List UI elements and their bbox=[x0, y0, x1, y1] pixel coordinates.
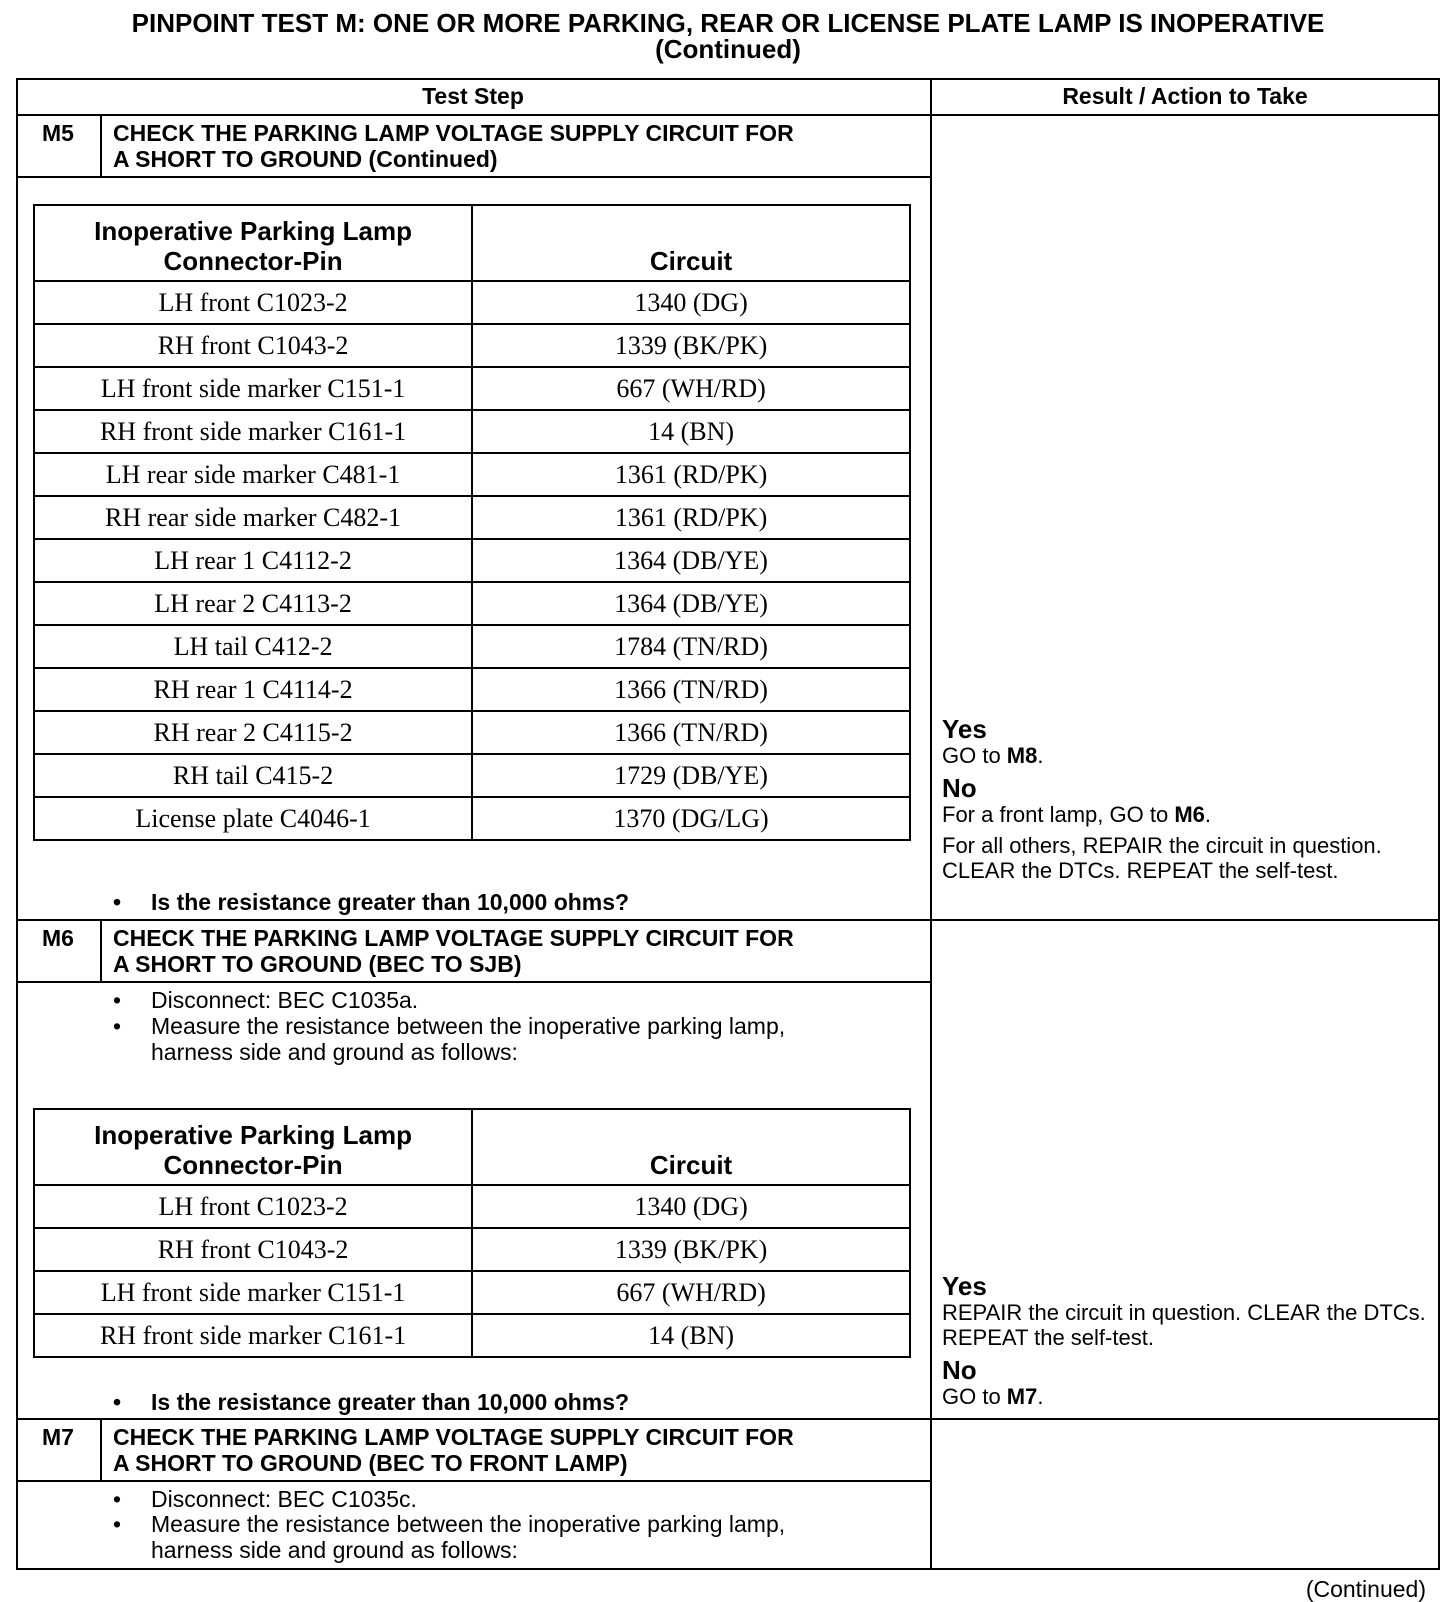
step-id-divider bbox=[100, 919, 102, 981]
connector-pin-cell: RH front side marker C161-1 bbox=[34, 1314, 472, 1357]
connector-pin-cell: LH front side marker C151-1 bbox=[34, 1271, 472, 1314]
step-title-divider bbox=[16, 981, 930, 983]
result-m6-yes-text: REPAIR the circuit in question. CLEAR the DTCs. REPEAT the self-test. bbox=[942, 1300, 1426, 1350]
circuit-cell: 14 (BN) bbox=[472, 1314, 910, 1357]
column-header-test-step: Test Step bbox=[422, 83, 524, 109]
step-id-m7: M7 bbox=[42, 1424, 74, 1450]
result-m5-no-text1: For a front lamp, GO to M6. bbox=[942, 802, 1211, 827]
circuit-cell: 1366 (TN/RD) bbox=[472, 668, 910, 711]
circuit-cell: 1339 (BK/PK) bbox=[472, 1228, 910, 1271]
step-title-m5-line1: CHECK THE PARKING LAMP VOLTAGE SUPPLY CIRCUIT FOR bbox=[113, 120, 794, 146]
table-row bbox=[34, 410, 910, 453]
circuit-cell: 1340 (DG) bbox=[472, 1185, 910, 1228]
step-title-m6 bbox=[113, 925, 923, 977]
page-footer-continued: (Continued) bbox=[1305, 1576, 1426, 1602]
result-m5-yes-label: Yes bbox=[942, 714, 987, 744]
table-row bbox=[34, 625, 910, 668]
instruction-m6-2-text: Measure the resistance between the inoperative parking lamp, harness side and ground as follows: bbox=[151, 1013, 786, 1065]
connector-pin-cell: LH rear 1 C4112-2 bbox=[34, 539, 472, 582]
circuit-cell: 1370 (DG/LG) bbox=[472, 797, 910, 840]
table-row bbox=[34, 668, 910, 711]
result-m6-yes-label: Yes bbox=[942, 1271, 987, 1301]
connector-pin-cell: RH tail C415-2 bbox=[34, 754, 472, 797]
step-id-divider bbox=[100, 1418, 102, 1480]
connector-pin-cell: LH front side marker C151-1 bbox=[34, 367, 472, 410]
circuit-cell: 1340 (DG) bbox=[472, 281, 910, 324]
result-m5-no-text2: For all others, REPAIR the circuit in question. CLEAR the DTCs. REPEAT the self-test. bbox=[942, 833, 1382, 883]
step-title-divider bbox=[16, 1480, 930, 1482]
connector-pin-cell: RH front C1043-2 bbox=[34, 324, 472, 367]
table-row bbox=[34, 281, 910, 324]
table-header-connector-pin-line1: Inoperative Parking Lamp bbox=[94, 216, 412, 246]
table-row bbox=[34, 496, 910, 539]
instruction-m7-2-text: Measure the resistance between the inoperative parking lamp, harness side and ground as follows: bbox=[151, 1511, 786, 1563]
step-title-m6-line2: A SHORT TO GROUND (BEC TO SJB) bbox=[113, 951, 522, 977]
table-row bbox=[34, 324, 910, 367]
result-m5-yes-text: GO to M8. bbox=[942, 743, 1044, 768]
circuit-cell: 1784 (TN/RD) bbox=[472, 625, 910, 668]
circuit-cell: 1339 (BK/PK) bbox=[472, 324, 910, 367]
table-header-connector-pin-line2: Connector-Pin bbox=[163, 1150, 343, 1180]
step-title-m7 bbox=[113, 1424, 923, 1476]
table-header-connector-pin bbox=[34, 1109, 472, 1185]
column-divider bbox=[930, 78, 932, 1570]
table-row bbox=[34, 797, 910, 840]
bullet-icon: • bbox=[113, 1486, 122, 1512]
table-header-connector-pin-line1: Inoperative Parking Lamp bbox=[94, 1120, 412, 1150]
connector-pin-cell: RH front C1043-2 bbox=[34, 1228, 472, 1271]
page-title bbox=[0, 10, 1456, 62]
table-header-connector-pin bbox=[34, 205, 472, 281]
connector-pin-cell: LH front C1023-2 bbox=[34, 1185, 472, 1228]
header-divider bbox=[16, 114, 1440, 116]
connector-pin-cell: LH rear side marker C481-1 bbox=[34, 453, 472, 496]
page-title-line1: PINPOINT TEST M: ONE OR MORE PARKING, REAR OR LICENSE PLATE LAMP IS INOPERATIVE bbox=[131, 8, 1325, 38]
question-m6-text: Is the resistance greater than 10,000 ohms? bbox=[151, 1389, 630, 1415]
table-row bbox=[34, 367, 910, 410]
table-row bbox=[34, 453, 910, 496]
table-row bbox=[34, 1314, 910, 1357]
table-row bbox=[34, 711, 910, 754]
result-m5 bbox=[942, 715, 1447, 883]
circuit-cell: 1729 (DB/YE) bbox=[472, 754, 910, 797]
connector-pin-cell: LH tail C412-2 bbox=[34, 625, 472, 668]
connector-pin-cell: RH rear 2 C4115-2 bbox=[34, 711, 472, 754]
connector-pin-cell: RH rear side marker C482-1 bbox=[34, 496, 472, 539]
connector-table-m5 bbox=[33, 204, 911, 841]
question-m5-text: Is the resistance greater than 10,000 ohms? bbox=[151, 889, 630, 915]
bullet-icon: • bbox=[113, 1511, 122, 1537]
table-row bbox=[34, 582, 910, 625]
table-header-connector-pin-line2: Connector-Pin bbox=[163, 246, 343, 276]
circuit-cell: 667 (WH/RD) bbox=[472, 1271, 910, 1314]
table-row bbox=[34, 539, 910, 582]
table-header-circuit: Circuit bbox=[472, 1109, 910, 1185]
step-title-m5-line2: A SHORT TO GROUND (Continued) bbox=[113, 146, 498, 172]
step-title-divider bbox=[16, 176, 930, 178]
step-divider-m5-m6 bbox=[16, 919, 1440, 921]
circuit-cell: 1361 (RD/PK) bbox=[472, 496, 910, 539]
result-m5-no-label: No bbox=[942, 773, 977, 803]
step-title-m7-line1: CHECK THE PARKING LAMP VOLTAGE SUPPLY CIRCUIT FOR bbox=[113, 1424, 794, 1450]
step-title-m6-line1: CHECK THE PARKING LAMP VOLTAGE SUPPLY CIRCUIT FOR bbox=[113, 925, 794, 951]
bullet-icon: • bbox=[113, 1389, 122, 1415]
table-row bbox=[34, 1185, 910, 1228]
page-title-line2: (Continued) bbox=[655, 34, 801, 64]
instruction-m7-1-text: Disconnect: BEC C1035c. bbox=[151, 1486, 417, 1512]
circuit-cell: 1364 (DB/YE) bbox=[472, 539, 910, 582]
step-title-m5 bbox=[113, 120, 923, 172]
result-m6 bbox=[942, 1272, 1447, 1409]
connector-pin-cell: LH rear 2 C4113-2 bbox=[34, 582, 472, 625]
table-row bbox=[34, 1228, 910, 1271]
bullet-icon: • bbox=[113, 987, 122, 1013]
step-id-m6: M6 bbox=[42, 925, 74, 951]
result-m6-no-label: No bbox=[942, 1355, 977, 1385]
step-id-m5: M5 bbox=[42, 120, 74, 146]
circuit-cell: 14 (BN) bbox=[472, 410, 910, 453]
connector-pin-cell: RH rear 1 C4114-2 bbox=[34, 668, 472, 711]
step-divider-m6-m7 bbox=[16, 1418, 1440, 1420]
connector-pin-cell: RH front side marker C161-1 bbox=[34, 410, 472, 453]
circuit-cell: 1364 (DB/YE) bbox=[472, 582, 910, 625]
connector-pin-cell: License plate C4046-1 bbox=[34, 797, 472, 840]
table-row bbox=[34, 754, 910, 797]
result-m5-no-target: M6 bbox=[1174, 802, 1205, 827]
circuit-cell: 667 (WH/RD) bbox=[472, 367, 910, 410]
connector-table-m6 bbox=[33, 1108, 911, 1358]
result-m6-no-target: M7 bbox=[1006, 1384, 1038, 1409]
circuit-cell: 1366 (TN/RD) bbox=[472, 711, 910, 754]
circuit-cell: 1361 (RD/PK) bbox=[472, 453, 910, 496]
bullet-icon: • bbox=[113, 889, 122, 915]
table-header-circuit: Circuit bbox=[472, 205, 910, 281]
result-m6-no-text: GO to M7. bbox=[942, 1384, 1044, 1409]
step-id-divider bbox=[100, 114, 102, 176]
table-row bbox=[34, 1271, 910, 1314]
step-title-m7-line2: A SHORT TO GROUND (BEC TO FRONT LAMP) bbox=[113, 1450, 628, 1476]
instruction-m6-1-text: Disconnect: BEC C1035a. bbox=[151, 987, 419, 1013]
connector-pin-cell: LH front C1023-2 bbox=[34, 281, 472, 324]
bullet-icon: • bbox=[113, 1013, 122, 1039]
result-m5-yes-target: M8 bbox=[1006, 743, 1038, 768]
column-header-result: Result / Action to Take bbox=[1062, 83, 1308, 109]
